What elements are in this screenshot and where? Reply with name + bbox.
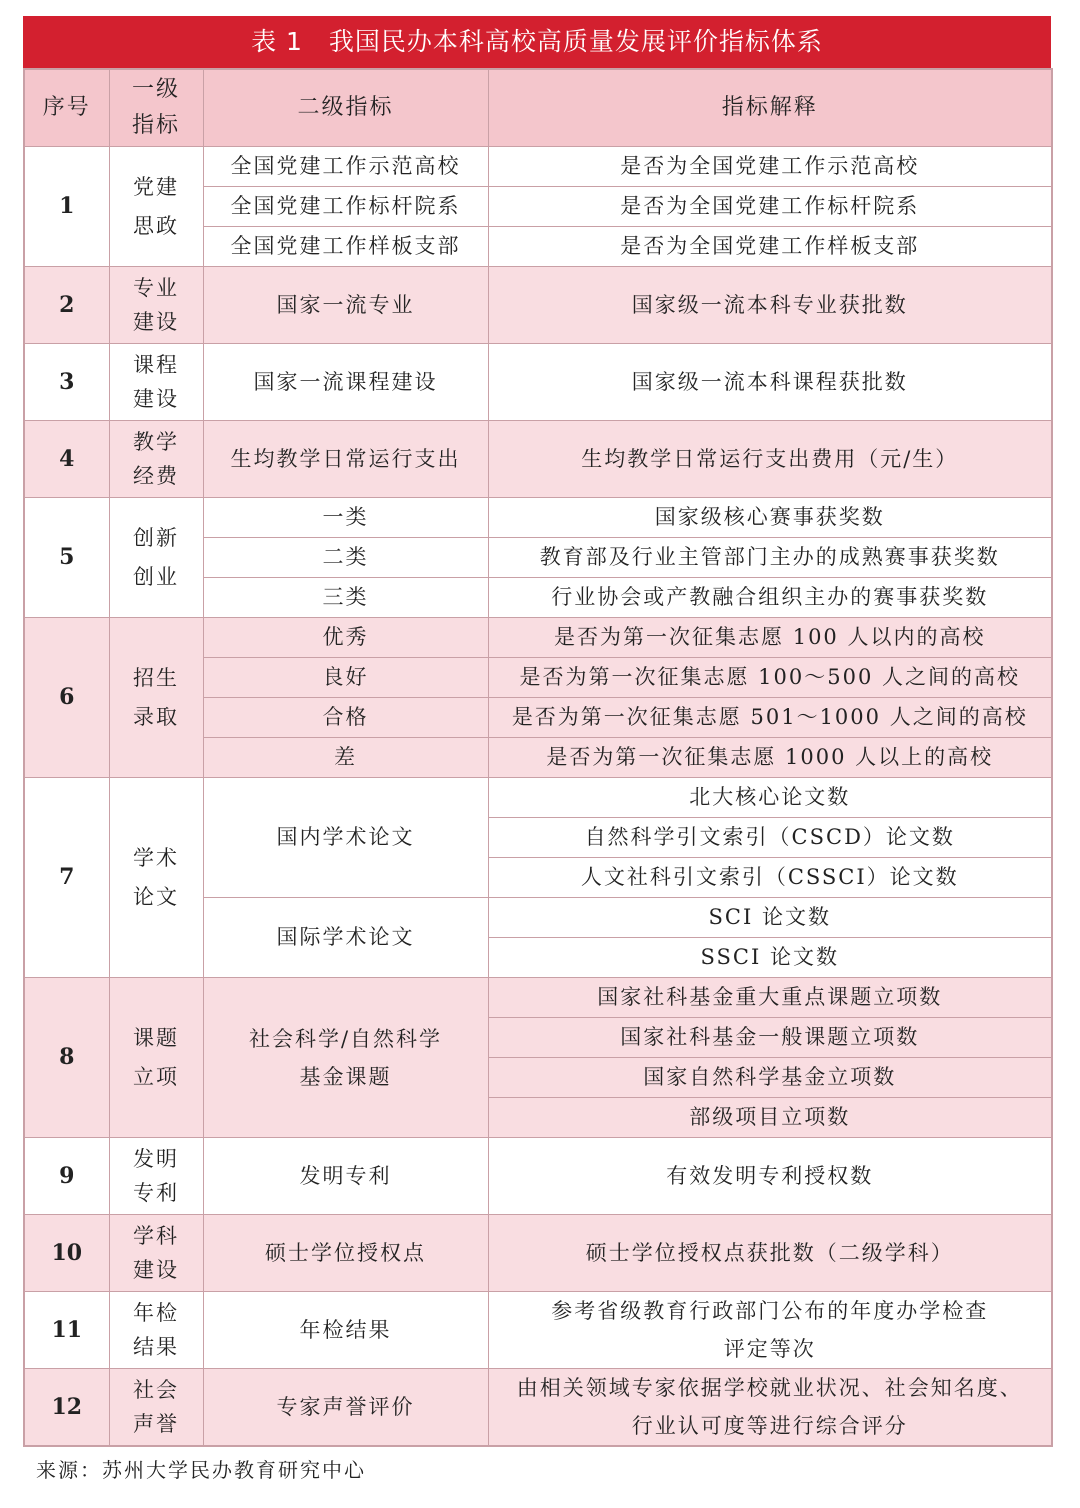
indicator-explanation: 有效发明专利授权数 bbox=[488, 1138, 1052, 1215]
level1-line2: 立项 bbox=[133, 1064, 179, 1089]
level2-indicator: 国内学术论文 bbox=[203, 778, 488, 898]
level2-indicator: 国际学术论文 bbox=[203, 898, 488, 978]
indicator-explanation: 人文社科引文索引（CSSCI）论文数 bbox=[488, 858, 1052, 898]
row-number: 8 bbox=[24, 978, 109, 1138]
indicator-explanation: 国家社科基金一般课题立项数 bbox=[488, 1018, 1052, 1058]
level1-line1: 社会 bbox=[133, 1378, 179, 1402]
row-number: 3 bbox=[24, 344, 109, 421]
level1-line2: 建设 bbox=[133, 310, 179, 334]
table-row bbox=[24, 1138, 1052, 1215]
table-row bbox=[24, 1292, 1052, 1369]
table-row bbox=[24, 1369, 1052, 1447]
level1-line2: 思政 bbox=[133, 213, 179, 238]
row-number: 9 bbox=[24, 1138, 109, 1215]
group-8 bbox=[24, 978, 1052, 1138]
level1-indicator bbox=[109, 147, 203, 267]
indicator-explanation: 北大核心论文数 bbox=[488, 778, 1052, 818]
row-number: 1 bbox=[24, 147, 109, 267]
table-row bbox=[24, 618, 1052, 658]
group-6 bbox=[24, 618, 1052, 778]
indicator-explanation: 是否为全国党建工作样板支部 bbox=[488, 227, 1052, 267]
row-number: 2 bbox=[24, 267, 109, 344]
group-7 bbox=[24, 778, 1052, 978]
level2-indicator: 合格 bbox=[203, 698, 488, 738]
header-row bbox=[24, 69, 1052, 147]
level2-indicator: 全国党建工作标杆院系 bbox=[203, 187, 488, 227]
level1-line1: 学科 bbox=[133, 1224, 179, 1248]
level2-indicator: 全国党建工作样板支部 bbox=[203, 227, 488, 267]
indicator-table bbox=[23, 68, 1053, 1447]
level1-indicator bbox=[109, 1292, 203, 1369]
level1-indicator bbox=[109, 498, 203, 618]
level1-line2: 结果 bbox=[133, 1335, 179, 1359]
indicator-explanation: 国家级一流本科课程获批数 bbox=[488, 344, 1052, 421]
row-number: 12 bbox=[24, 1369, 109, 1447]
header-level2: 二级指标 bbox=[203, 69, 488, 147]
level1-line1: 学术 bbox=[133, 845, 179, 870]
level1-line2: 录取 bbox=[133, 704, 179, 729]
level2-indicator: 差 bbox=[203, 738, 488, 778]
indicator-explanation: 国家自然科学基金立项数 bbox=[488, 1058, 1052, 1098]
level1-indicator bbox=[109, 344, 203, 421]
level2-indicator: 生均教学日常运行支出 bbox=[203, 421, 488, 498]
explanation-line2: 评定等次 bbox=[723, 1337, 816, 1361]
level2-indicator: 专家声誉评价 bbox=[203, 1369, 488, 1447]
table-container bbox=[23, 16, 1051, 1447]
level1-line2: 论文 bbox=[133, 884, 179, 909]
level1-line2: 建设 bbox=[133, 387, 179, 411]
level1-indicator bbox=[109, 1369, 203, 1447]
header-level1-line1: 一级 bbox=[131, 77, 180, 102]
group-9 bbox=[24, 1138, 1052, 1215]
indicator-explanation bbox=[488, 1369, 1052, 1447]
indicator-explanation: 硕士学位授权点获批数（二级学科） bbox=[488, 1215, 1052, 1292]
indicator-explanation: 是否为全国党建工作示范高校 bbox=[488, 147, 1052, 187]
indicator-explanation: 部级项目立项数 bbox=[488, 1098, 1052, 1138]
level1-line2: 建设 bbox=[133, 1258, 179, 1282]
indicator-explanation: SSCI 论文数 bbox=[488, 938, 1052, 978]
indicator-explanation: 国家级核心赛事获奖数 bbox=[488, 498, 1052, 538]
header-level1 bbox=[109, 69, 203, 147]
group-10 bbox=[24, 1215, 1052, 1292]
level2-indicator: 国家一流专业 bbox=[203, 267, 488, 344]
level1-line2: 创业 bbox=[133, 564, 179, 589]
group-3 bbox=[24, 344, 1052, 421]
level2-indicator: 三类 bbox=[203, 578, 488, 618]
row-number: 10 bbox=[24, 1215, 109, 1292]
table-row bbox=[24, 421, 1052, 498]
level2-indicator: 国家一流课程建设 bbox=[203, 344, 488, 421]
source-note: 来源：苏州大学民办教育研究中心 bbox=[36, 1458, 366, 1482]
level1-indicator bbox=[109, 1215, 203, 1292]
group-4 bbox=[24, 421, 1052, 498]
indicator-explanation: 教育部及行业主管部门主办的成熟赛事获奖数 bbox=[488, 538, 1052, 578]
row-number: 11 bbox=[24, 1292, 109, 1369]
indicator-explanation: 生均教学日常运行支出费用（元/生） bbox=[488, 421, 1052, 498]
level1-indicator bbox=[109, 421, 203, 498]
level2-indicator: 年检结果 bbox=[203, 1292, 488, 1369]
table-row bbox=[24, 498, 1052, 538]
group-1 bbox=[24, 147, 1052, 267]
level2-indicator: 硕士学位授权点 bbox=[203, 1215, 488, 1292]
level1-line1: 党建 bbox=[133, 174, 179, 199]
group-12 bbox=[24, 1369, 1052, 1447]
level2-indicator: 发明专利 bbox=[203, 1138, 488, 1215]
table-row bbox=[24, 147, 1052, 187]
explanation-line2: 行业认可度等进行综合评分 bbox=[631, 1414, 908, 1438]
level1-indicator bbox=[109, 1138, 203, 1215]
level1-line1: 教学 bbox=[133, 430, 179, 454]
level2-indicator bbox=[203, 978, 488, 1138]
indicator-explanation bbox=[488, 1292, 1052, 1369]
table-row bbox=[24, 267, 1052, 344]
indicator-explanation: 是否为第一次征集志愿 100 人以内的高校 bbox=[488, 618, 1052, 658]
level1-line1: 创新 bbox=[133, 525, 179, 550]
row-number: 4 bbox=[24, 421, 109, 498]
level1-indicator bbox=[109, 618, 203, 778]
table-title: 表 1 我国民办本科高校高质量发展评价指标体系 bbox=[23, 16, 1051, 68]
indicator-explanation: 行业协会或产教融合组织主办的赛事获奖数 bbox=[488, 578, 1052, 618]
level1-line1: 课程 bbox=[133, 353, 179, 377]
level1-line1: 发明 bbox=[133, 1147, 179, 1171]
explanation-line1: 参考省级教育行政部门公布的年度办学检查 bbox=[551, 1299, 989, 1323]
level1-indicator bbox=[109, 978, 203, 1138]
row-number: 7 bbox=[24, 778, 109, 978]
level1-line1: 专业 bbox=[133, 276, 179, 300]
indicator-explanation: 自然科学引文索引（CSCD）论文数 bbox=[488, 818, 1052, 858]
indicator-explanation: 是否为第一次征集志愿 501～1000 人之间的高校 bbox=[488, 698, 1052, 738]
level1-line1: 年检 bbox=[133, 1301, 179, 1325]
table-row bbox=[24, 1215, 1052, 1292]
level2-line2: 基金课题 bbox=[299, 1064, 392, 1089]
level2-indicator: 全国党建工作示范高校 bbox=[203, 147, 488, 187]
level1-line1: 课题 bbox=[133, 1025, 179, 1050]
indicator-explanation: 是否为第一次征集志愿 1000 人以上的高校 bbox=[488, 738, 1052, 778]
indicator-explanation: 是否为全国党建工作标杆院系 bbox=[488, 187, 1052, 227]
row-number: 5 bbox=[24, 498, 109, 618]
level1-line1: 招生 bbox=[133, 665, 179, 690]
indicator-explanation: 国家社科基金重大重点课题立项数 bbox=[488, 978, 1052, 1018]
indicator-explanation: SCI 论文数 bbox=[488, 898, 1052, 938]
header-seq: 序号 bbox=[24, 69, 109, 147]
level1-line2: 专利 bbox=[133, 1181, 179, 1205]
level2-indicator: 一类 bbox=[203, 498, 488, 538]
level1-indicator bbox=[109, 267, 203, 344]
explanation-line1: 由相关领域专家依据学校就业状况、社会知名度、 bbox=[516, 1376, 1023, 1400]
level2-line1: 社会科学/自然科学 bbox=[248, 1026, 443, 1051]
indicator-explanation: 是否为第一次征集志愿 100～500 人之间的高校 bbox=[488, 658, 1052, 698]
level1-indicator bbox=[109, 778, 203, 978]
header-level1-line2: 指标 bbox=[131, 113, 180, 138]
header-explanation: 指标解释 bbox=[488, 69, 1052, 147]
group-11 bbox=[24, 1292, 1052, 1369]
level2-indicator: 良好 bbox=[203, 658, 488, 698]
table-row bbox=[24, 978, 1052, 1018]
group-2 bbox=[24, 267, 1052, 344]
table-row bbox=[24, 344, 1052, 421]
table-row bbox=[24, 778, 1052, 818]
level1-line2: 声誉 bbox=[133, 1412, 179, 1436]
level1-line2: 经费 bbox=[133, 464, 179, 488]
level2-indicator: 优秀 bbox=[203, 618, 488, 658]
row-number: 6 bbox=[24, 618, 109, 778]
level2-indicator: 二类 bbox=[203, 538, 488, 578]
group-5 bbox=[24, 498, 1052, 618]
indicator-explanation: 国家级一流本科专业获批数 bbox=[488, 267, 1052, 344]
